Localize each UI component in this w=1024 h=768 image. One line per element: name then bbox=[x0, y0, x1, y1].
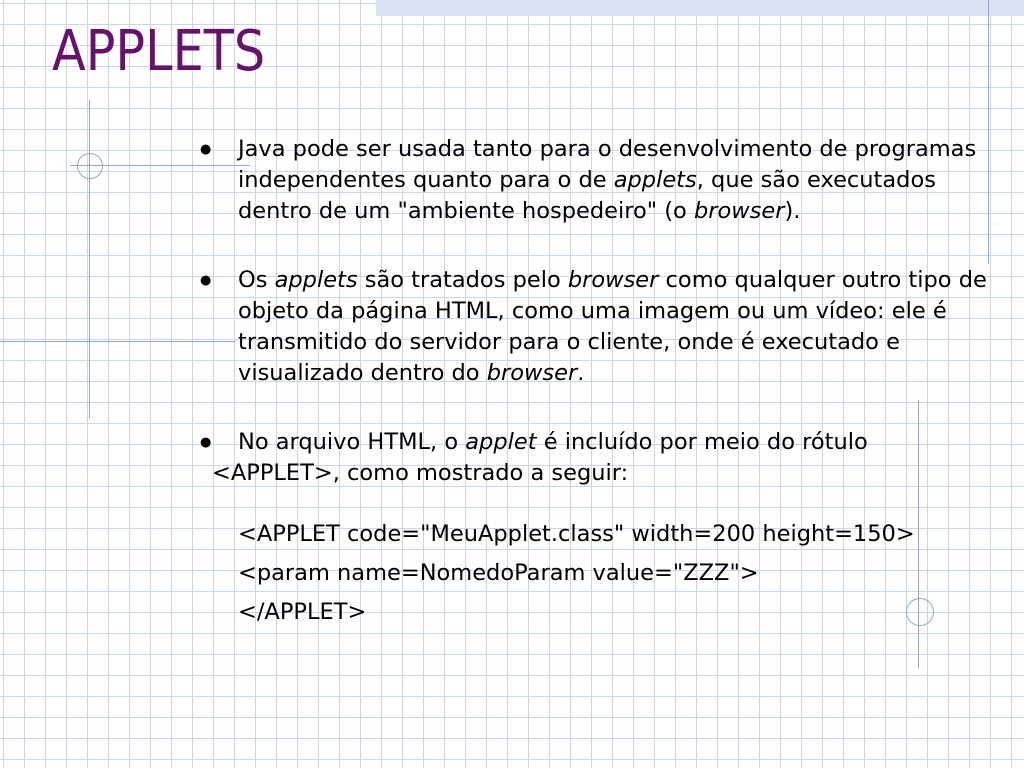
bullet-continuation-line: <APPLET>, como mostrado a seguir: bbox=[212, 460, 629, 486]
deco-vertical-line-left bbox=[89, 100, 90, 418]
code-line: </APPLET> bbox=[238, 599, 367, 625]
bullet-text: Java pode ser usada tanto para o desenvolvimento de programas independentes quanto para o de bbox=[238, 136, 977, 193]
bullet-italic-term: browser bbox=[486, 360, 578, 386]
bullet-text: , que são executados dentro de um "ambiente hospedeiro" (o bbox=[238, 167, 936, 224]
bullet-text: são tratados pelo bbox=[357, 267, 568, 293]
code-line: <APPLET code="MeuApplet.class" width=200 height=150> bbox=[238, 521, 915, 547]
bullet-italic-term: applet bbox=[465, 429, 537, 455]
bullet-dot-icon: ● bbox=[200, 273, 212, 288]
bullet-italic-term: applets bbox=[274, 267, 358, 293]
bullet-italic-term: browser bbox=[567, 267, 659, 293]
bullet-dot-icon: ● bbox=[200, 142, 212, 157]
deco-circle-upper-left bbox=[77, 153, 103, 179]
top-decorative-band bbox=[376, 0, 1024, 16]
bullet-item bbox=[200, 427, 1008, 458]
slide-title: APPLETS bbox=[52, 19, 266, 84]
bullet-italic-term: applets bbox=[613, 167, 697, 193]
bullet-item bbox=[200, 265, 1008, 389]
bullet-text: ). bbox=[784, 198, 801, 224]
deco-horizontal-line-middle bbox=[0, 341, 236, 342]
code-example bbox=[238, 519, 1008, 628]
bullet-text: Os bbox=[238, 267, 275, 293]
bullet-item bbox=[200, 134, 1008, 227]
slide-body bbox=[200, 134, 1008, 636]
bullet-text: No arquivo HTML, o bbox=[238, 429, 466, 455]
bullet-dot-icon: ● bbox=[200, 435, 212, 450]
bullet-text: é incluído por meio do rótulo bbox=[536, 429, 868, 455]
bullet-italic-term: browser bbox=[693, 198, 785, 224]
bullet-text: . bbox=[577, 360, 585, 386]
code-line: <param name=NomedoParam value="ZZZ"> bbox=[238, 560, 759, 586]
bullet-text: como qualquer outro tipo de objeto da página HTML, como uma imagem ou um vídeo: ele é transmitido do servidor para o cliente, onde é executado e visualizado dentro do bbox=[238, 267, 987, 386]
